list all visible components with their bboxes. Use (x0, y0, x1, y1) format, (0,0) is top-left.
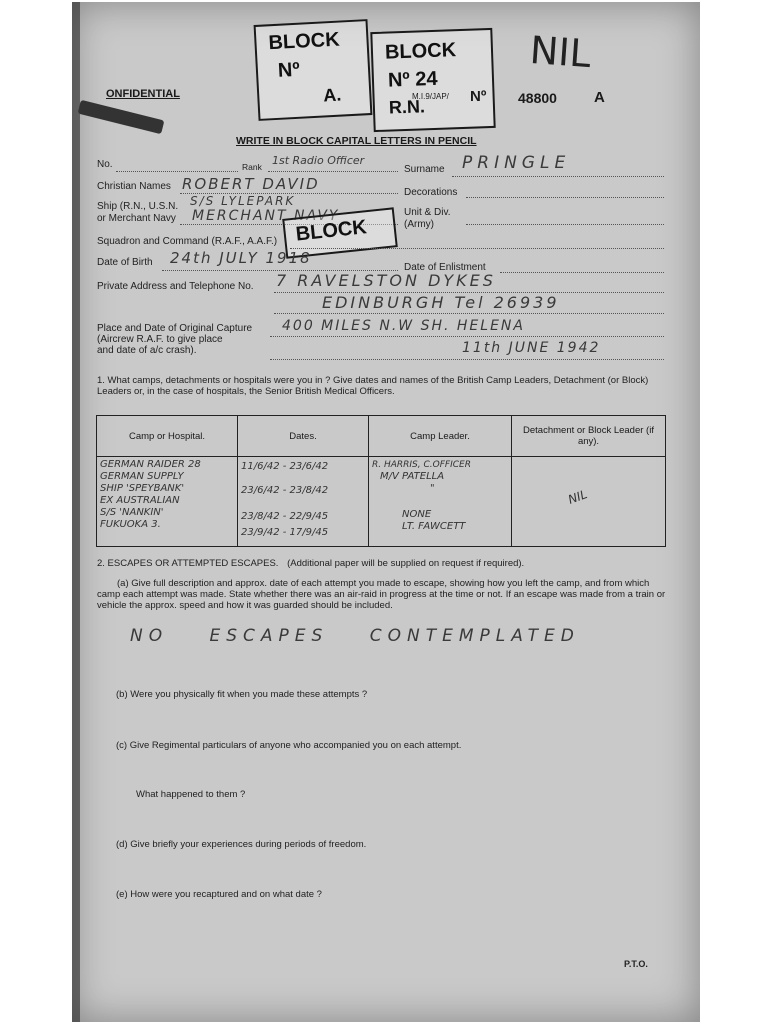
enlistment-line (500, 272, 664, 273)
camps-table-row (97, 457, 666, 547)
capture-line-1 (270, 336, 664, 337)
camp-entry: S/S 'NANKIN' (100, 507, 164, 518)
enlistment-label: Date of Enlistment (404, 262, 486, 273)
date-entry: 23/8/42 - 22/9/45 (241, 511, 329, 522)
no-line (116, 171, 238, 172)
detachment-cell (512, 457, 666, 547)
camp-entry: EX AUSTRALIAN (100, 495, 180, 506)
decorations-label: Decorations (404, 187, 458, 198)
question-e: (e) How were you recaptured and on what date ? (116, 889, 322, 900)
nil-handwritten: NIL (528, 27, 593, 77)
block-stamp-a (254, 19, 373, 121)
unit-line (466, 224, 664, 225)
christian-names-value: ROBERT DAVID (182, 175, 320, 193)
rank-label: Rank (242, 162, 262, 172)
capture-value-1: 400 MILES N.W SH. HELENA (282, 318, 525, 334)
date-entry: 23/9/42 - 17/9/45 (241, 527, 329, 538)
squadron-line (290, 248, 664, 249)
leader-entry: NONE (402, 509, 432, 520)
camps-table (96, 415, 666, 547)
question-c: (c) Give Regimental particulars of anyone who accompanied you on each attempt. (116, 740, 462, 751)
camp-entry: SHIP 'SPEYBANK' (100, 483, 185, 494)
leader-entry: M/V PATELLA (380, 471, 445, 482)
stamp-a-line2: Nº (277, 58, 301, 82)
question-a: (a) Give full description and approx. date of each attempt you made to escape, showing how you left the camp, and from which camp each attempt was made. State whether there was an air-raid in progress at the time or not. If an escape was made from a train or vehicle the approx. speed and how it was guarded should be included. (97, 578, 666, 611)
surname-value: PRINGLE (462, 153, 571, 173)
reference-no-label: Nº (470, 88, 487, 105)
stamp-rn-line2: Nº 24 (387, 67, 438, 92)
ship-value-1: S/S LYLEPARK (190, 194, 296, 208)
surname-line (452, 176, 664, 177)
surname-label: Surname (404, 164, 445, 175)
decorations-line (466, 197, 664, 198)
capture-label-3: and date of a/c crash). (97, 345, 197, 356)
column-dates: Dates. (238, 416, 369, 457)
camps-table-header (97, 416, 666, 457)
pto-label: P.T.O. (624, 959, 648, 969)
section2-heading (97, 558, 524, 569)
christian-names-label: Christian Names (97, 181, 171, 192)
section2-heading-note: (Additional paper will be supplied on request if required). (287, 558, 525, 569)
camp-cell (97, 457, 238, 547)
column-camp-leader: Camp Leader. (369, 416, 512, 457)
date-entry: 23/6/42 - 23/8/42 (241, 485, 329, 496)
squadron-label: Squadron and Command (R.A.F., A.A.F.) (97, 236, 278, 247)
capture-value-2: 11th JUNE 1942 (462, 340, 601, 356)
ship-label-2: or Merchant Navy (97, 213, 176, 224)
no-label: No. (97, 159, 113, 170)
unit-label-2: (Army) (404, 219, 434, 230)
capture-label-2: (Aircrew R.A.F. to give place (97, 334, 223, 345)
leader-entry: " (430, 483, 435, 494)
dob-value: 24th JULY 1918 (170, 249, 312, 267)
date-entry: 11/6/42 - 23/6/42 (241, 461, 329, 472)
stamp-small-line1: BLOCK (294, 216, 368, 246)
column-camp: Camp or Hospital. (97, 416, 238, 457)
address-label: Private Address and Telephone No. (97, 281, 254, 292)
section2-heading-title: 2. ESCAPES OR ATTEMPTED ESCAPES. (97, 558, 279, 569)
answer-a: NO ESCAPES CONTEMPLATED (130, 626, 580, 646)
unit-label-1: Unit & Div. (404, 207, 451, 218)
camp-entry: GERMAN RAIDER 28 (100, 459, 201, 470)
detachment-entry: NIL (566, 487, 590, 507)
stamp-a-line3: A. (322, 84, 342, 106)
dates-cell (238, 457, 369, 547)
question-d: (d) Give briefly your experiences during periods of freedom. (116, 839, 367, 850)
question-c-followup: What happened to them ? (136, 789, 246, 800)
instruction-heading: WRITE IN BLOCK CAPITAL LETTERS IN PENCIL (236, 135, 477, 147)
rank-value: 1st Radio Officer (272, 154, 365, 167)
ship-label-1: Ship (R.N., U.S.N. (97, 201, 179, 212)
address-value-2: EDINBURGH Tel 26939 (322, 293, 560, 312)
ship-value-2: MERCHANT NAVY (192, 208, 340, 224)
leader-cell (369, 457, 512, 547)
question-b: (b) Were you physically fit when you made these attempts ? (116, 689, 368, 700)
camp-entry: GERMAN SUPPLY (100, 471, 184, 482)
leader-entry: R. HARRIS, C.OFFICER (372, 460, 471, 470)
stamp-rn-line1: BLOCK (384, 39, 457, 64)
stamp-a-line1: BLOCK (267, 28, 341, 55)
block-stamp-rn (370, 28, 495, 132)
column-detachment: Detachment or Block Leader (if any). (512, 416, 666, 457)
dob-label: Date of Birth (97, 257, 153, 268)
reference-suffix: A (594, 89, 605, 106)
reference-prefix: M.I.9/JAP/ (412, 92, 449, 101)
camp-entry: FUKUOKA 3. (100, 519, 161, 530)
reference-number: 48800 (518, 90, 557, 106)
address-line-2 (274, 313, 664, 314)
leader-entry: LT. FAWCETT (402, 521, 466, 532)
rank-line (268, 171, 398, 172)
confidential-label: ONFIDENTIAL (106, 88, 180, 100)
capture-line-2 (270, 359, 664, 360)
section1-question: 1. What camps, detachments or hospitals were you in ? Give dates and names of the British Camp Leaders, Detachment (or Block) Leaders or, in the case of hospitals, the Senior British Medical Officers. (97, 375, 649, 397)
stamp-rn-line3: R.N. (388, 96, 426, 118)
capture-label-1: Place and Date of Original Capture (97, 323, 253, 334)
address-value-1: 7 RAVELSTON DYKES (276, 271, 496, 290)
